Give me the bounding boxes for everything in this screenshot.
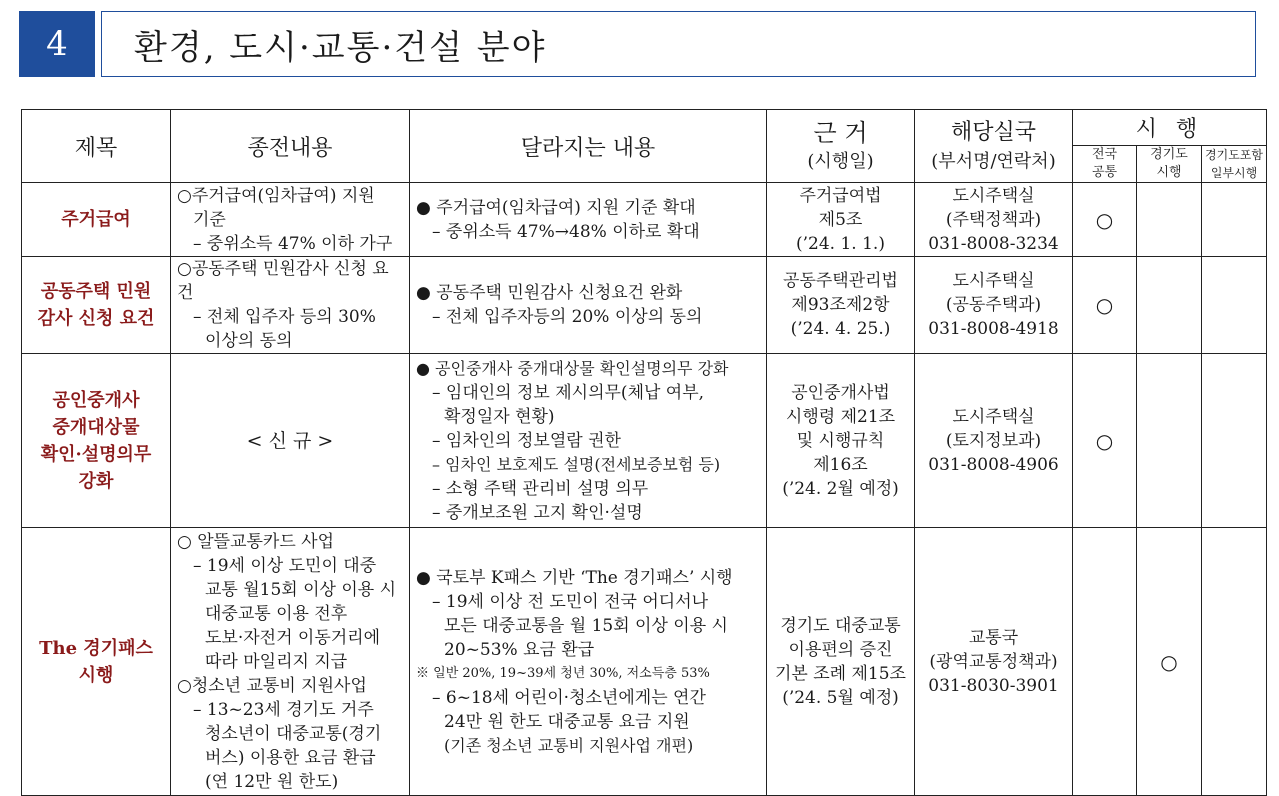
header-title: 제목 (22, 110, 171, 183)
header-dept-line1: 해당실국 (950, 120, 1036, 145)
section-number: 4 (19, 11, 95, 77)
before-line: < 신 규 > (246, 429, 334, 452)
row-title-line: 공인중개사 (52, 389, 140, 411)
before-line: – 중위소득 47% 이하 가구 (193, 233, 393, 254)
row-dept (915, 257, 1073, 354)
basis-line: 기본 조례 제15조 (775, 663, 906, 684)
impl-gyeonggi-mark (1137, 354, 1202, 528)
row-title-line: 시행 (78, 664, 114, 686)
before-line: 교통 월15회 이상 이용 시 (205, 579, 397, 600)
header-impl: 시 행 (1073, 110, 1267, 146)
dept-line: 031-8008-3234 (928, 233, 1059, 254)
after-line: – 임대인의 정보 제시의무(체납 여부, (432, 382, 705, 403)
before-line: – 13~23세 경기도 거주 (193, 699, 374, 720)
row-title (22, 183, 171, 257)
after-line: – 임차인의 정보열람 권한 (432, 430, 621, 451)
before-line: – 전체 입주자 등의 30% (193, 307, 376, 327)
header-impl-gyeonggi (1137, 146, 1202, 183)
after-line: ● 주거급여(임차급여) 지원 기준 확대 (416, 197, 696, 218)
after-line: – 19세 이상 전 도민이 전국 어디서나 (432, 591, 709, 612)
after-line: 20~53% 요금 환급 (444, 639, 595, 660)
after-line: ● 공동주택 민원감사 신청요건 완화 (416, 283, 683, 303)
after-line: – 전체 입주자등의 20% 이상의 동의 (432, 307, 703, 327)
dept-line: (주택정책과) (945, 209, 1042, 230)
row-before (171, 183, 410, 257)
row-basis (767, 257, 915, 354)
basis-line: (’24. 4. 25.) (790, 319, 891, 339)
impl-partial-mark (1202, 257, 1267, 354)
basis-line: 제16조 (813, 454, 868, 475)
basis-line: 제93조제2항 (791, 295, 890, 315)
impl-national-mark (1073, 528, 1137, 796)
before-line: ○주거급여(임차급여) 지원 (177, 185, 375, 206)
before-line: 청소년이 대중교통(경기 (205, 723, 382, 744)
impl-partial-mark (1202, 354, 1267, 528)
header-before: 종전내용 (171, 110, 410, 183)
row-title-line: 공동주택 민원 (40, 281, 152, 302)
row-basis (767, 528, 915, 796)
dept-line: 031-8030-3901 (928, 675, 1059, 696)
after-line: – 중개보조원 고지 확인·설명 (432, 502, 643, 523)
impl-sub-label: 일부시행 (1210, 166, 1258, 180)
before-line: 이상의 동의 (205, 331, 293, 351)
impl-national-mark: ○ (1073, 183, 1137, 257)
row-title-line: 강화 (78, 470, 114, 492)
row-basis (767, 354, 915, 528)
impl-gyeonggi-mark: ○ (1137, 528, 1202, 796)
after-line: 확정일자 현황) (444, 406, 555, 427)
after-line: (기존 청소년 교통비 지원사업 개편) (444, 735, 694, 755)
row-after (410, 354, 767, 528)
basis-line: 주거급여법 (799, 185, 882, 206)
basis-line: 제5조 (818, 209, 863, 230)
basis-line: 경기도 대중교통 (780, 615, 901, 636)
impl-gyeonggi-mark (1137, 257, 1202, 354)
before-line: 따라 마일리지 지급 (205, 651, 348, 672)
row-after (410, 183, 767, 257)
basis-line: (’24. 2월 예정) (782, 478, 899, 499)
basis-line: 및 시행규칙 (796, 430, 885, 451)
header-dept (915, 110, 1073, 183)
before-line: ○청소년 교통비 지원사업 (177, 675, 367, 696)
impl-sub-label: 시행 (1156, 165, 1182, 180)
row-title (22, 354, 171, 528)
row-title-line: 감사 신청 요건 (37, 308, 155, 329)
impl-partial-mark (1202, 183, 1267, 257)
after-line: – 6~18세 어린이·청소년에게는 연간 (432, 687, 706, 708)
header-after: 달라지는 내용 (410, 110, 767, 183)
before-line: 대중교통 이용 전후 (205, 603, 348, 624)
row-title (22, 257, 171, 354)
row-dept (915, 354, 1073, 528)
policy-table (21, 109, 1267, 796)
basis-line: (’24. 1. 1.) (796, 233, 885, 254)
dept-line: 도시주택실 (952, 185, 1035, 206)
row-dept (915, 528, 1073, 796)
dept-line: 도시주택실 (952, 271, 1035, 291)
after-line: ● 공인중개사 중개대상물 확인설명의무 강화 (416, 358, 729, 378)
dept-line: (공동주택과) (945, 295, 1042, 315)
dept-line: 도시주택실 (952, 406, 1035, 427)
impl-sub-label: 경기도 (1150, 147, 1188, 162)
row-after (410, 257, 767, 354)
before-line: ○ 알뜰교통카드 사업 (177, 531, 335, 552)
before-line: (연 12만 원 한도) (205, 771, 339, 792)
before-line: 버스) 이용한 요금 환급 (205, 747, 376, 768)
after-line: – 임차인 보호제도 설명(전세보증보험 등) (432, 454, 721, 474)
dept-line: (광역교통정책과) (929, 651, 1058, 672)
dept-line: 교통국 (968, 627, 1019, 648)
header-impl-national (1073, 146, 1137, 183)
before-line: ○공동주택 민원감사 신청 요건 (177, 259, 389, 303)
table-row (22, 257, 1267, 354)
row-title (22, 528, 171, 796)
after-line: ● 국토부 K패스 기반 ‘The 경기패스’ 시행 (416, 567, 733, 588)
row-dept (915, 183, 1073, 257)
row-basis (767, 183, 915, 257)
header-basis-line2: (시행일) (807, 151, 874, 172)
impl-partial-mark (1202, 528, 1267, 796)
before-line: – 19세 이상 도민이 대중 (193, 555, 377, 576)
section-title: 환경, 도시·교통·건설 분야 (101, 11, 1256, 77)
row-title-line: 주거급여 (61, 209, 131, 230)
after-line: 모든 대중교통을 월 15회 이상 이용 시 (444, 615, 728, 636)
header-basis (767, 110, 915, 183)
after-note: ※ 일반 20%, 19~39세 청년 30%, 저소득층 53% (416, 665, 710, 681)
after-line: 24만 원 한도 대중교통 요금 지원 (444, 711, 690, 732)
table-row (22, 354, 1267, 528)
impl-sub-label: 전국 (1091, 147, 1118, 162)
impl-national-mark: ○ (1073, 354, 1137, 528)
after-line: – 중위소득 47%→48% 이하로 확대 (432, 221, 700, 242)
row-title-line: 확인·설명의무 (40, 443, 152, 465)
row-before (171, 354, 410, 528)
row-title-line: 중개대상물 (52, 416, 140, 438)
dept-line: 031-8008-4918 (928, 319, 1059, 339)
impl-sub-label: 공통 (1091, 165, 1118, 180)
header-impl-partial (1202, 146, 1267, 183)
after-line: – 소형 주택 관리비 설명 의무 (432, 478, 649, 499)
basis-line: (’24. 5월 예정) (782, 687, 899, 708)
before-line: 기준 (193, 209, 226, 230)
row-after (410, 528, 767, 796)
before-line: 도보·자전거 이동거리에 (205, 627, 381, 648)
row-before (171, 257, 410, 354)
header-basis-line1: 근 거 (813, 119, 868, 147)
table-row (22, 528, 1267, 796)
impl-gyeonggi-mark (1137, 183, 1202, 257)
basis-line: 공인중개사법 (791, 382, 890, 403)
dept-line: (토지정보과) (945, 430, 1042, 451)
row-title-line: The 경기패스 (39, 637, 153, 659)
basis-line: 공동주택관리법 (783, 271, 898, 291)
table-row (22, 183, 1267, 257)
impl-national-mark: ○ (1073, 257, 1137, 354)
header-dept-line2: (부서명/연락처) (931, 151, 1056, 172)
basis-line: 시행령 제21조 (785, 406, 896, 427)
dept-line: 031-8008-4906 (928, 454, 1059, 475)
row-before (171, 528, 410, 796)
impl-sub-label: 경기도포함 (1205, 148, 1263, 162)
basis-line: 이용편의 증진 (788, 639, 893, 660)
